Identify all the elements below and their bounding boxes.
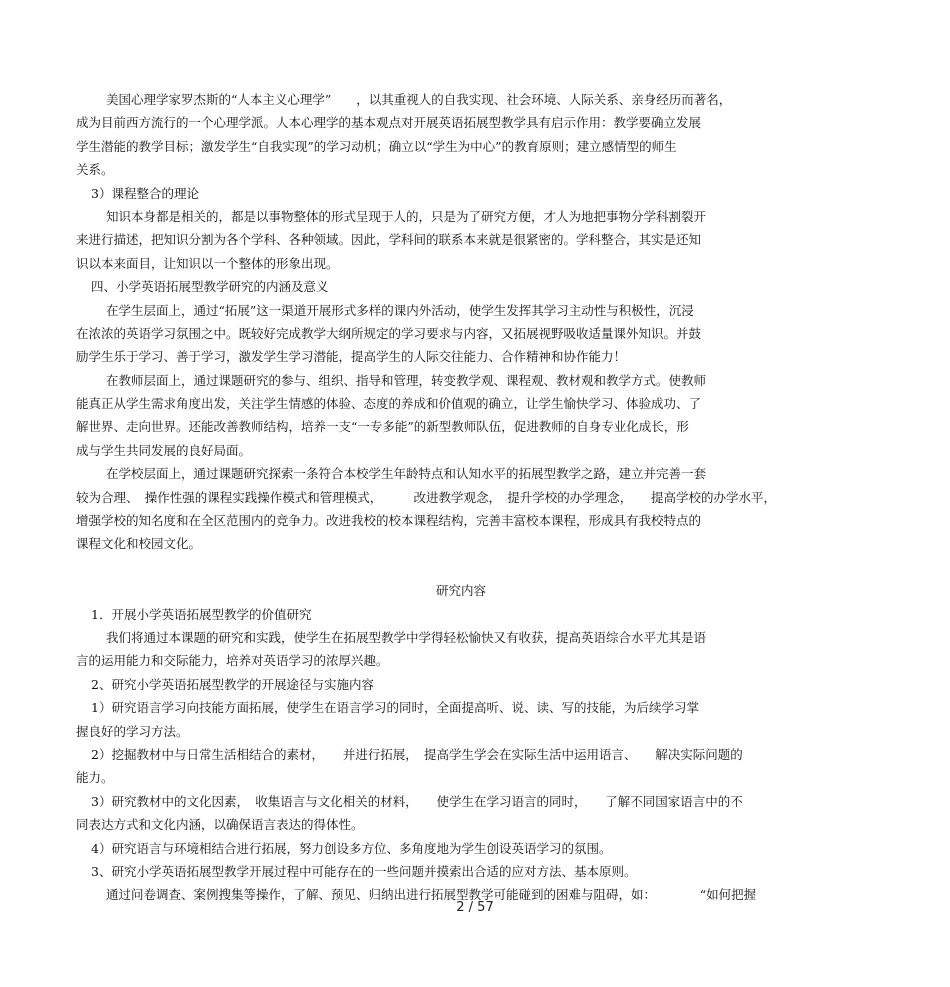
text-line: 1）研究语言学习向技能方面拓展，使学生在语言学习的同时，全面提高听、说、读、写的技能，为后续学习掌 <box>91 700 699 716</box>
text-line: 来进行描述，把知识分割为各个学科、各种领域。因此，学科间的联系本来就是很紧密的。学科整合，其实是还知 <box>76 232 702 248</box>
section-heading: 3）课程整合的理论 <box>91 185 199 201</box>
text-line: 在学生层面上，通过“拓展”这一渠道开展形式多样的课内外活动，使学生发挥其学习主动性与积极性，沉浸 <box>106 302 694 318</box>
text-line: 4）研究语言与环境相结合进行拓展，努力创设多方位、多角度地为学生创设英语学习的氛围。 <box>91 840 612 856</box>
text-line: 在浓浓的英语学习氛围之中。既较好完成教学大纲所规定的学习要求与内容，又拓展视野吸收适量课外知识。并鼓 <box>76 325 702 341</box>
text-line: 解世界、走向世界。还能改善教师结构，培养一支“一专多能”的新型教师队伍，促进教师的自身专业化成长，形 <box>76 419 689 435</box>
section-heading: 四、小学英语拓展型教学研究的内涵及意义 <box>91 279 329 295</box>
text-line: 能力。 <box>76 770 114 786</box>
document-body <box>76 88 846 907</box>
text-line: 言的运用能力和交际能力，培养对英语学习的浓厚兴趣。 <box>76 653 389 669</box>
blank-line <box>76 556 846 579</box>
text-line: 成为目前西方流行的一个心理学派。人本心理学的基本观点对开展英语拓展型教学具有启示作用：教学要确立发展 <box>76 115 702 131</box>
text-line: 我们将通过本课题的研究和实践，使学生在拓展型教学中学得轻松愉快又有收获，提高英语综合水平尤其是语 <box>106 629 707 645</box>
text-line: 2）挖掘教材中与日常生活相结合的素材， 并进行拓展， 提高学生学会在实际生活中运用语言、 解决实际问题的 <box>91 746 743 762</box>
page-number: 2 / 57 <box>456 900 494 915</box>
section-heading: 2、研究小学英语拓展型教学的开展途径与实施内容 <box>91 676 374 692</box>
text-line: 励学生乐于学习、善于学习，激发学生学习潜能，提高学生的人际交往能力、合作精神和协作能力！ <box>76 349 627 365</box>
text-line: 增强学校的知名度和在全区范围内的竞争力。改进我校的校本课程结构，完善丰富校本课程，形成具有我校特点的 <box>76 513 702 529</box>
section-heading: 1．开展小学英语拓展型教学的价值研究 <box>91 606 312 622</box>
text-line: 美国心理学家罗杰斯的“人本主义心理学” ，以其重视人的自我实现、社会环境、人际关系、亲身经历而著名， <box>106 92 732 107</box>
text-line: 在教师层面上，通过课题研究的参与、组织、指导和管理，转变教学观、课程观、教材观和教学方式。使教师 <box>106 372 707 388</box>
text-line: 知识本身都是相关的，都是以事物整体的形式呈现于人的，只是为了研究方便，才人为地把事物分学科割裂开 <box>106 208 707 224</box>
text-line: 握良好的学习方法。 <box>76 723 189 739</box>
text-line: 同表达方式和文化内涵，以确保语言表达的得体性。 <box>76 817 364 833</box>
text-line: 关系。 <box>76 162 114 178</box>
text-line: 能真正从学生需求角度出发，关注学生情感的体验、态度的养成和价值观的确立，让学生愉快学习、体验成功、了 <box>76 396 702 412</box>
text-line: 较为合理、 操作性强的课程实践操作模式和管理模式， 改进教学观念， 提升学校的办学理念， 提高学校的办学水平， <box>76 489 777 505</box>
text-line: 识以本来面目，让知识以一个整体的形象出现。 <box>76 255 339 271</box>
text-line: 在学校层面上，通过课题研究探索一条符合本校学生年龄特点和认知水平的拓展型教学之路，建立并完善一套 <box>106 466 707 482</box>
text-line: 课程文化和校园文化。 <box>76 536 202 552</box>
section-title: 研究内容 <box>435 583 486 599</box>
text-line: 学生潜能的教学目标；激发学生“自我实现”的学习动机；确立以“学生为中心”的教育原则；建立感情型的师生 <box>76 138 677 154</box>
text-line: 通过问卷调查、案例搜集等操作，了解、预见、归纳出进行拓展型教学可能碰到的困难与阻碍，如： “如何把握 <box>106 887 757 903</box>
section-heading: 3、研究小学英语拓展型教学开展过程中可能存在的一些问题并摸索出合适的应对方法、基本原则。 <box>91 863 637 879</box>
text-line: 3）研究教材中的文化因素， 收集语言与文化相关的材料， 使学生在学习语言的同时， 了解不同国家语言中的不 <box>91 793 743 809</box>
text-line: 成与学生共同发展的良好局面。 <box>76 442 252 458</box>
